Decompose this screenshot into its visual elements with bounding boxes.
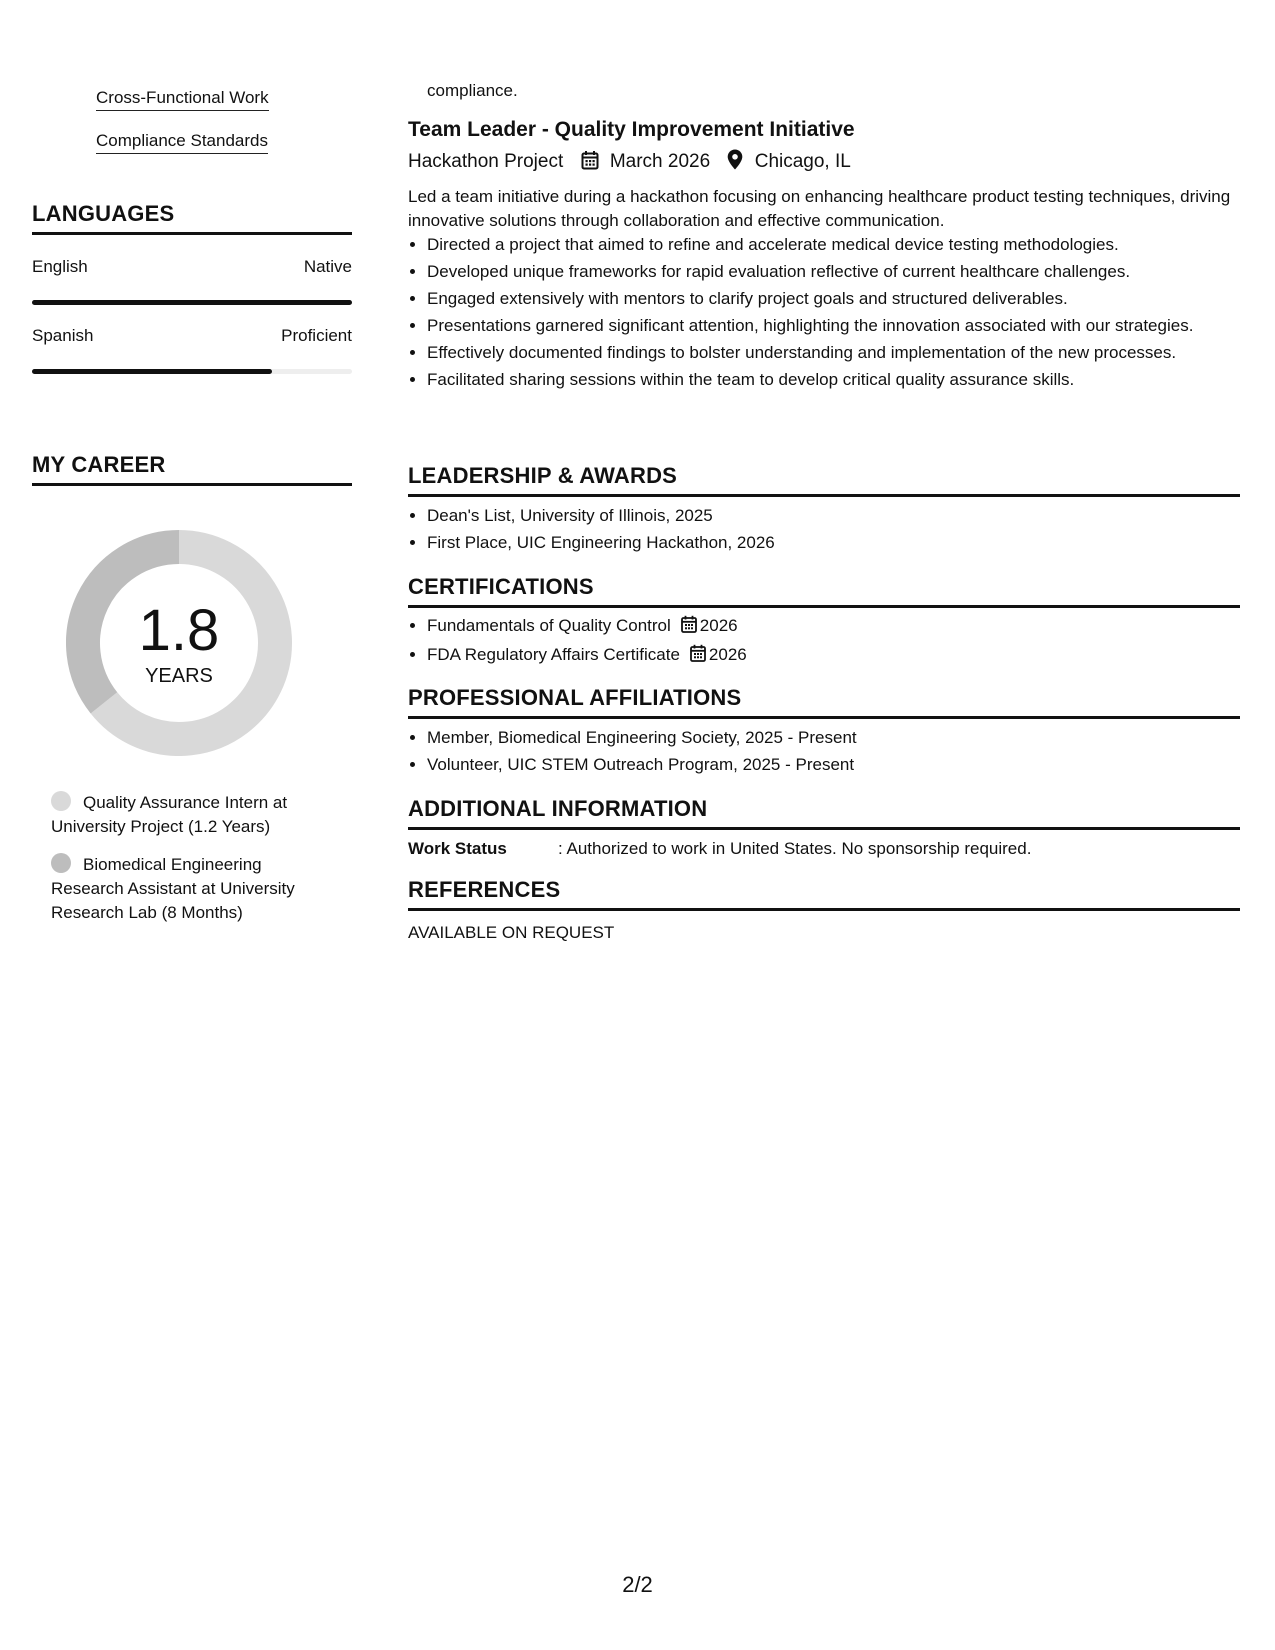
work-status-row xyxy=(408,838,1031,860)
legend-dot-icon xyxy=(51,853,71,873)
previous-entry-fragment: compliance. xyxy=(427,81,518,100)
certification-item xyxy=(427,643,1239,669)
job-bullet: • Facilitated sharing sessions within the team to develop critical quality assurance skills. xyxy=(427,368,1239,392)
career-total-unit: YEARS xyxy=(145,665,213,687)
certification-name: FDA Regulatory Affairs Certificate xyxy=(427,645,680,664)
certification-name: Fundamentals of Quality Control xyxy=(427,616,671,635)
award-item: • Dean's List, University of Illinois, 2025 xyxy=(427,504,1239,528)
job-bullet-list xyxy=(408,233,1239,395)
awards-heading: LEADERSHIP & AWARDS xyxy=(408,463,1240,497)
language-level: Native xyxy=(303,257,352,276)
certification-year: 2026 xyxy=(708,645,747,664)
affiliations-heading: PROFESSIONAL AFFILIATIONS xyxy=(408,685,1240,719)
job-bullet: • Effectively documented findings to bolster understanding and implementation of the new processes. xyxy=(427,341,1239,365)
references-text: AVAILABLE ON REQUEST xyxy=(408,923,615,942)
job-meta xyxy=(408,149,851,177)
award-item: • First Place, UIC Engineering Hackathon, 2026 xyxy=(427,531,1239,555)
calendar-icon xyxy=(581,150,599,177)
map-pin-icon xyxy=(727,149,743,177)
job-bullet: • Engaged extensively with mentors to clarify project goals and structured deliverables. xyxy=(427,287,1239,311)
job-bullet: • Presentations garnered significant attention, highlighting the innovation associated with our strategies. xyxy=(427,314,1239,338)
language-name: Spanish xyxy=(32,326,94,345)
career-legend-text: Biomedical Engineering Research Assistant at University Research Lab (8 Months) xyxy=(51,855,295,922)
language-proficiency-bar xyxy=(32,369,352,374)
affiliation-item: • Member, Biomedical Engineering Society, 2025 - Present xyxy=(427,726,1239,750)
career-donut-chart xyxy=(66,530,292,756)
calendar-icon xyxy=(690,644,706,669)
certification-year: 2026 xyxy=(699,616,738,635)
page-number: 2/2 xyxy=(622,1572,653,1597)
awards-list xyxy=(408,504,1239,558)
career-legend-item xyxy=(51,853,331,925)
affiliations-list xyxy=(408,726,1239,780)
additional-info-heading: ADDITIONAL INFORMATION xyxy=(408,796,1240,830)
career-legend-item xyxy=(51,791,331,839)
language-name: English xyxy=(32,257,88,276)
career-legend-text: Quality Assurance Intern at University Project (1.2 Years) xyxy=(51,793,288,836)
job-title: Team Leader - Quality Improvement Initiative xyxy=(408,118,855,141)
legend-dot-icon xyxy=(51,791,71,811)
affiliation-item: • Volunteer, UIC STEM Outreach Program, 2025 - Present xyxy=(427,753,1239,777)
calendar-icon xyxy=(681,615,697,640)
certifications-list xyxy=(408,614,1239,672)
job-date: March 2026 xyxy=(609,151,711,172)
career-donut-center xyxy=(66,530,292,756)
language-proficiency-fill xyxy=(32,300,352,305)
career-heading: MY CAREER xyxy=(32,452,352,486)
language-proficiency-bar xyxy=(32,300,352,305)
job-bullet: • Developed unique frameworks for rapid evaluation reflective of current healthcare challenges. xyxy=(427,260,1239,284)
job-organization: Hackathon Project xyxy=(408,151,564,172)
references-heading: REFERENCES xyxy=(408,877,1240,911)
skill-tag: Cross-Functional Work xyxy=(96,87,269,111)
language-level: Proficient xyxy=(281,326,352,345)
job-location: Chicago, IL xyxy=(754,151,851,172)
languages-heading: LANGUAGES xyxy=(32,201,352,235)
work-status-label: Work Status xyxy=(408,839,507,858)
job-bullet: • Directed a project that aimed to refine and accelerate medical device testing methodologies. xyxy=(427,233,1239,257)
work-status-value: : Authorized to work in United States. No sponsorship required. xyxy=(558,839,1032,858)
certifications-heading: CERTIFICATIONS xyxy=(408,574,1240,608)
job-description: Led a team initiative during a hackathon focusing on enhancing healthcare product testing techniques, driving innovative solutions through collaboration and effective communication. xyxy=(408,187,1231,230)
career-total-value: 1.8 xyxy=(138,598,220,663)
certification-item xyxy=(427,614,1239,640)
language-proficiency-fill xyxy=(32,369,272,374)
skill-tag: Compliance Standards xyxy=(96,130,268,154)
